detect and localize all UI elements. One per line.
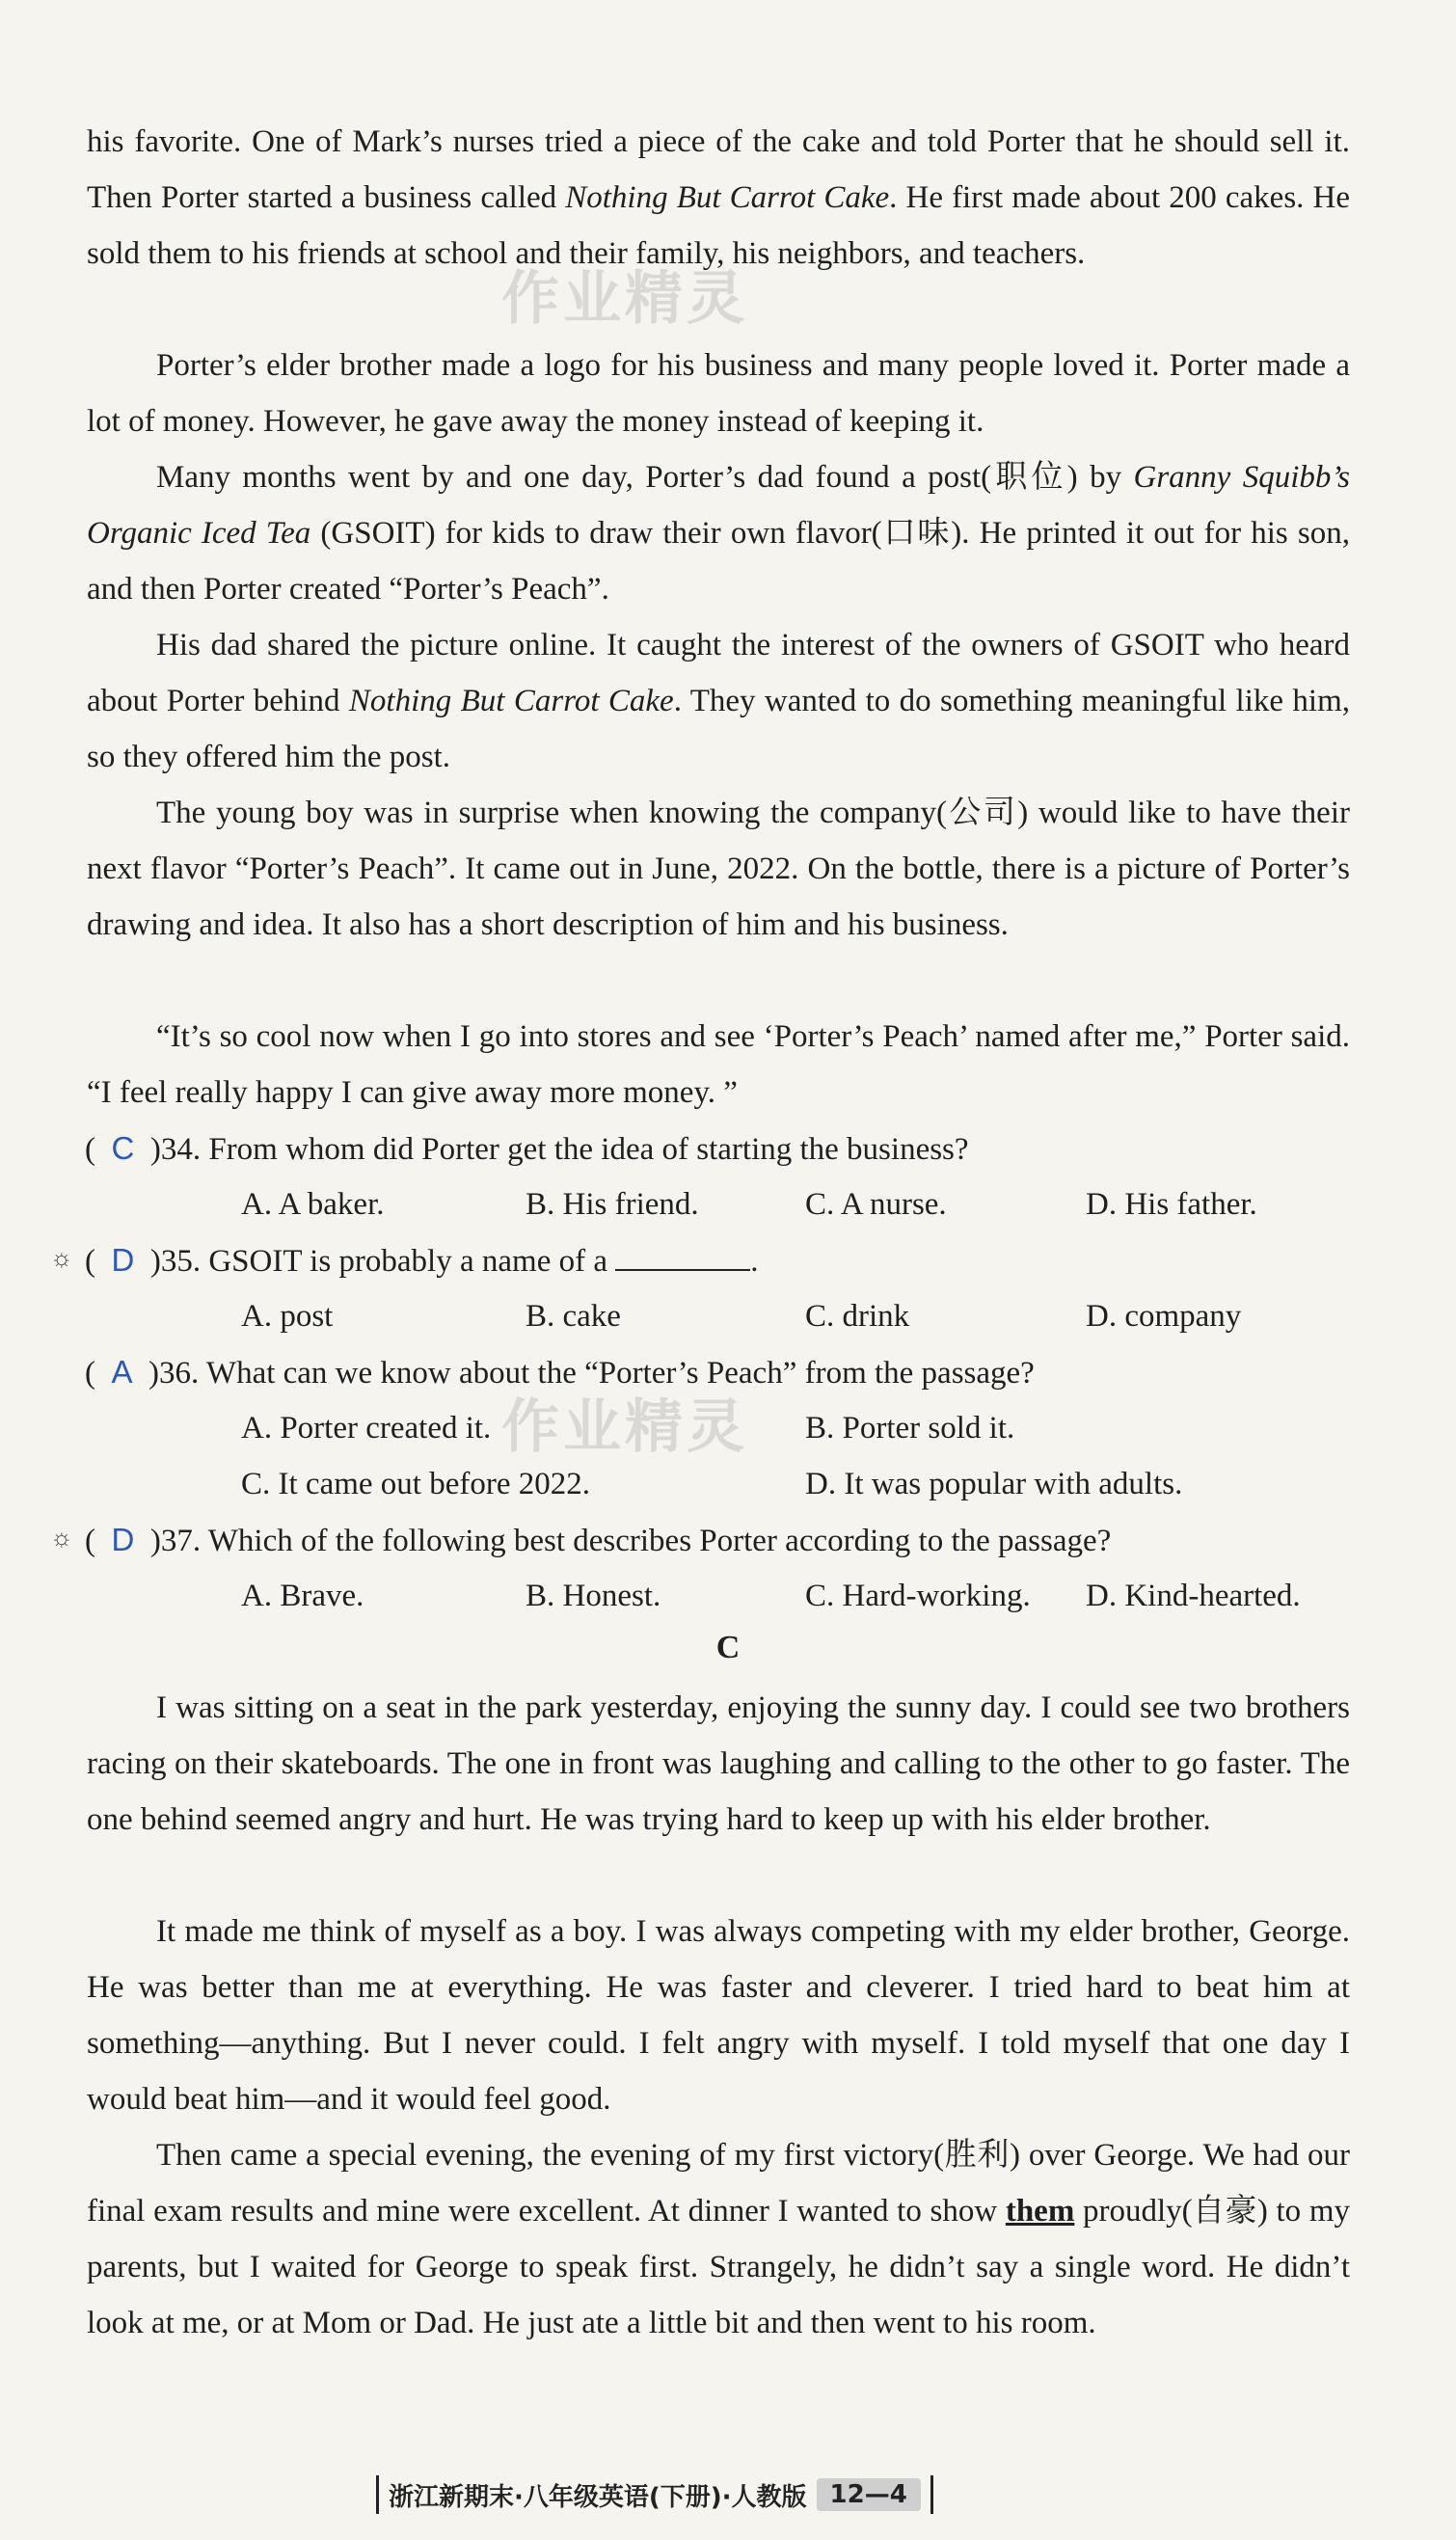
answer-36: A [111, 1354, 133, 1390]
section-heading-c: C [715, 1630, 741, 1665]
option-37-c: C. Hard-working. [805, 1579, 1031, 1613]
option-34-d: D. His father. [1086, 1187, 1257, 1222]
question-34: ( C )34. From whom did Porter get the idea of starting the business? [85, 1130, 969, 1167]
option-35-d: D. company [1086, 1299, 1242, 1334]
option-36-d: D. It was popular with adults. [805, 1467, 1183, 1501]
option-37-a: A. Brave. [241, 1579, 364, 1613]
option-37-d: D. Kind-hearted. [1086, 1579, 1301, 1613]
option-34-c: C. A nurse. [805, 1187, 947, 1222]
passage-c-paragraph-2: It made me think of myself as a boy. I was always competing with my elder brother, George. He was better than me at everything. He was faster and cleverer. I tried hard to beat him at something—anything. But I never could. I felt angry with myself. I told myself that one day I would beat him—and it would feel good. [87, 1914, 1350, 2117]
option-34-a: A. A baker. [241, 1187, 385, 1222]
watermark: 作业精灵 [501, 265, 748, 333]
option-36-a: A. Porter created it. [241, 1411, 492, 1446]
question-35: ( D )35. GSOIT is probably a name of a . [85, 1242, 759, 1279]
option-36-b: B. Porter sold it. [805, 1411, 1015, 1446]
bulb-icon: ☼ [50, 1524, 73, 1552]
passage-b-paragraph-1: his favorite. One of Mark’s nurses tried a piece of the cake and told Porter that he should sell it. Then Porter started a business called Nothing But Carrot Cake. He first made about 200 cakes. He sold them to his friends at school and their family, his neighbors, and teachers. [87, 124, 1350, 271]
footer-title: 浙江新期末·八年级英语(下册)·人教版 [389, 2482, 807, 2512]
passage-b-paragraph-5: The young boy was in surprise when knowing the company(公司) would like to have their next flavor “Porter’s Peach”. It came out in June, 2022. On the bottle, there is a picture of Porter’s drawing and idea. It also has a short description of him and his business. [87, 796, 1350, 942]
bulb-icon: ☼ [50, 1244, 73, 1272]
passage-c-paragraph-1: I was sitting on a seat in the park yesterday, enjoying the sunny day. I could see two brothers racing on their skateboards. The one in front was laughing and calling to the other to go faster. The one behind seemed angry and hurt. He was trying hard to keep up with his elder brother. [87, 1690, 1350, 1837]
answer-37: D [111, 1522, 135, 1557]
option-37-b: B. Honest. [526, 1579, 661, 1613]
answer-35: D [111, 1242, 135, 1278]
passage-b-paragraph-4: His dad shared the picture online. It caught the interest of the owners of GSOIT who heard about Porter behind Nothing But Carrot Cake. They wanted to do something meaningful like him, so they offered him the post. [87, 628, 1350, 774]
watermark: 作业精灵 [501, 1393, 748, 1461]
passage-b-paragraph-6: “It’s so cool now when I go into stores and see ‘Porter’s Peach’ named after me,” Porter said. “I feel really happy I can give away more money. ” [87, 1019, 1350, 1110]
option-36-c: C. It came out before 2022. [241, 1467, 590, 1501]
question-37: ( D )37. Which of the following best describes Porter according to the passage? [85, 1522, 1112, 1558]
option-35-c: C. drink [805, 1299, 910, 1334]
answer-34: C [111, 1130, 135, 1166]
footer-divider [376, 2475, 379, 2514]
page-footer [376, 2473, 933, 2516]
passage-c-paragraph-3: Then came a special evening, the evening of my first victory(胜利) over George. We had our final exam results and mine were excellent. At dinner I wanted to show them proudly(自豪) to my parents, but I waited for George to speak first. Strangely, he didn’t say a single word. He didn’t look at me, or at Mom or Dad. He just ate a little bit and then went to his room. [87, 2138, 1350, 2340]
passage-b-paragraph-2: Porter’s elder brother made a logo for his business and many people loved it. Porter made a lot of money. However, he gave away the money instead of keeping it. [87, 348, 1350, 439]
option-35-a: A. post [241, 1299, 334, 1334]
answer-blank [615, 1244, 750, 1271]
passage-b-paragraph-3: Many months went by and one day, Porter’s dad found a post(职位) by Granny Squibb’s Organic Iced Tea (GSOIT) for kids to draw their own flavor(口味). He printed it out for his son, and then Porter created “Porter’s Peach”. [87, 460, 1350, 607]
question-36: ( A )36. What can we know about the “Porter’s Peach” from the passage? [85, 1354, 1035, 1391]
page-number: 12—4 [817, 2478, 921, 2511]
option-35-b: B. cake [526, 1299, 621, 1334]
option-34-b: B. His friend. [526, 1187, 699, 1222]
footer-divider [930, 2475, 933, 2514]
